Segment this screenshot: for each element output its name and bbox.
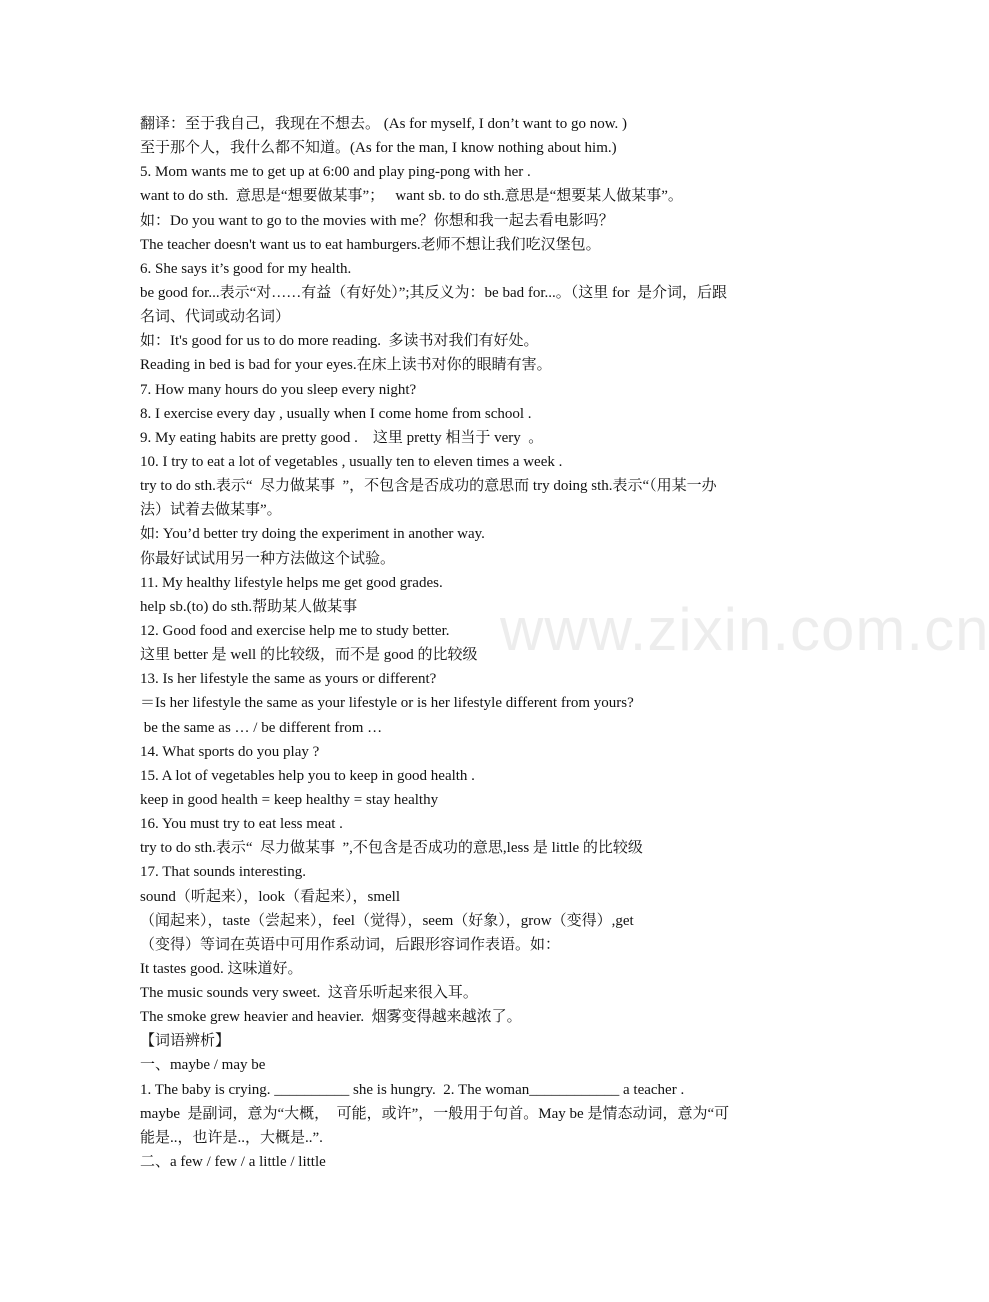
text-line: ＝Is her lifestyle the same as your lifestyle or is her lifestyle different from yours? xyxy=(140,695,634,712)
text-line: try to do sth.表示“ 尽力做某事 ”,不包含是否成功的意思,less 是 little 的比较级 xyxy=(140,840,643,857)
text-line: 如：Do you want to go to the movies with me？你想和我一起去看电影吗？ xyxy=(140,212,614,229)
text-line: The smoke grew heavier and heavier. 烟雾变得越来越浓了。 xyxy=(140,1009,522,1026)
text-line: be good for...表示“对……有益（有好处）”;其反义为：be bad for...。（这里 for 是介词，后跟 xyxy=(140,284,728,301)
text-line: 你最好试试用另一种方法做这个试验。 xyxy=(140,550,396,567)
text-line: 14. What sports do you play ? xyxy=(140,743,320,760)
text-line: 6. She says it’s good for my health. xyxy=(140,260,352,277)
text-line: 【词语辨析】 xyxy=(140,1033,231,1050)
text-line: 一、maybe / may be xyxy=(140,1057,266,1074)
text-line: （变得）等词在英语中可用作系动词，后跟形容词作表语。如： xyxy=(140,936,561,953)
text-line: 8. I exercise every day , usually when I come home from school . xyxy=(140,405,532,422)
text-line: （闻起来），taste（尝起来），feel（觉得），seem（好象），grow（变得）,get xyxy=(140,912,634,929)
text-line: help sb.(to) do sth.帮助某人做某事 xyxy=(140,598,358,615)
text-line: 翻译：至于我自己，我现在不想去。 (As for myself, I don’t want to go now. ) xyxy=(140,116,628,132)
text-line: The music sounds very sweet. 这音乐听起来很入耳。 xyxy=(140,985,478,1002)
watermark: www.zixin.com.cn xyxy=(500,596,989,663)
text-line: want to do sth. 意思是“想要做某事”； want sb. to do sth.意思是“想要某人做某事”。 xyxy=(140,188,683,205)
text-line: 13. Is her lifestyle the same as yours or different? xyxy=(140,671,437,688)
text-line: 12. Good food and exercise help me to study better. xyxy=(140,622,450,639)
text-line: 法）试着去做某事”。 xyxy=(140,502,282,519)
text-line: 1. The baby is crying. __________ she is hungry. 2. The woman____________ a teacher . xyxy=(140,1081,685,1098)
text-line: try to do sth.表示“ 尽力做某事 ”，不包含是否成功的意思而 try doing sth.表示“（用某一办 xyxy=(140,478,717,495)
text-line: 7. How many hours do you sleep every night? xyxy=(140,381,417,398)
text-line: The teacher doesn't want us to eat hamburgers.老师不想让我们吃汉堡包。 xyxy=(140,236,601,253)
text-line: 5. Mom wants me to get up at 6:00 and play ping-pong with her . xyxy=(140,164,531,181)
text-line: sound（听起来），look（看起来），smell xyxy=(140,888,401,905)
text-line: 如: You’d better try doing the experiment in another way. xyxy=(140,526,485,543)
text-line: 二、a few / few / a little / little xyxy=(140,1154,326,1171)
text-line: be the same as … / be different from … xyxy=(140,719,383,736)
text-line: 11. My healthy lifestyle helps me get good grades. xyxy=(140,574,443,591)
text-line: 10. I try to eat a lot of vegetables , usually ten to eleven times a week . xyxy=(140,453,563,470)
text-line: 名词、代词或动名词） xyxy=(140,309,291,326)
text-line: 能是..，也许是..，大概是..”. xyxy=(140,1129,323,1146)
text-line: Reading in bed is bad for your eyes.在床上读书对你的眼睛有害。 xyxy=(140,357,552,374)
text-line: 9. My eating habits are pretty good . 这里 pretty 相当于 very 。 xyxy=(140,429,544,446)
text-line: keep in good health = keep healthy = stay healthy xyxy=(140,791,439,808)
text-line: 16. You must try to eat less meat . xyxy=(140,816,343,833)
text-line: 如：It's good for us to do more reading. 多读书对我们有好处。 xyxy=(140,333,539,350)
document-body xyxy=(140,112,788,1174)
text-line: 至于那个人，我什么都不知道。(As for the man, I know nothing about him.) xyxy=(140,140,617,157)
text-line: It tastes good. 这味道好。 xyxy=(140,960,303,977)
text-line: 15. A lot of vegetables help you to keep in good health . xyxy=(140,767,475,784)
text-line: maybe 是副词，意为“大概， 可能，或许”，一般用于句首。May be 是情态动词，意为“可 xyxy=(140,1105,730,1122)
text-line: 这里 better 是 well 的比较级，而不是 good 的比较级 xyxy=(140,647,478,664)
text-line: 17. That sounds interesting. xyxy=(140,864,306,881)
